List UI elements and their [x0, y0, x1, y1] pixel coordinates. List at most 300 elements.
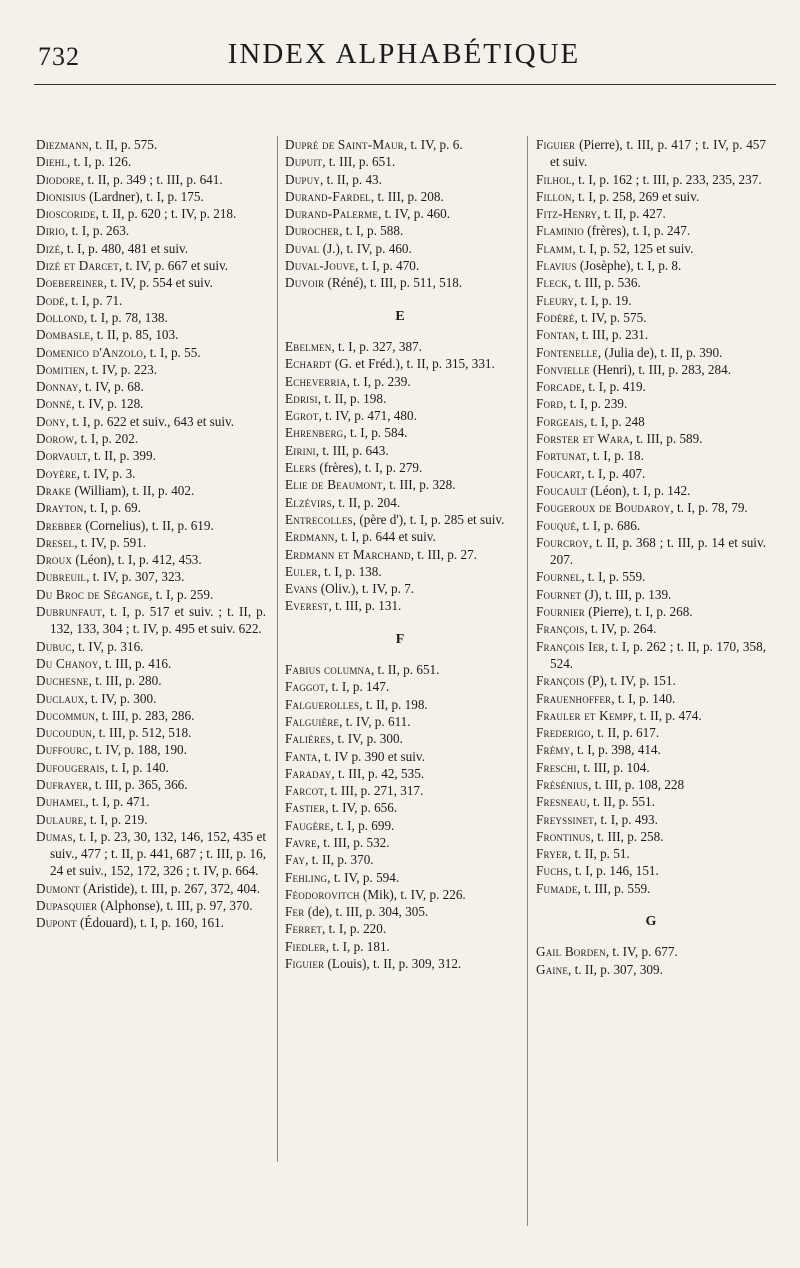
index-entry — [536, 413, 766, 430]
entry-ref: , t. III, p. 532. — [316, 834, 390, 850]
index-entry — [36, 447, 266, 464]
entry-name: Foucault — [536, 482, 588, 498]
entry-ref: , t. I, p. 480, 481 et suiv. — [60, 240, 189, 256]
entry-ref: , t. I, p. 146, 151. — [568, 863, 659, 879]
entry-ref: , t. I, p. 493. — [593, 811, 658, 827]
running-title: INDEX ALPHABÉTIQUE — [227, 38, 581, 70]
entry-name: Falguerolles — [285, 696, 360, 712]
index-entry — [36, 171, 266, 188]
index-entry — [536, 620, 766, 637]
entry-ref: , t. I, p. 517 et suiv. ; t. II, p. 132, 133, 304 ; t. IV, p. 495 et suiv. 622. — [50, 604, 266, 637]
entry-ref: , t. I, p. 71. — [64, 292, 123, 308]
entry-name: Frésénius — [536, 776, 589, 792]
entry-name: François — [536, 621, 585, 637]
index-entry — [285, 476, 515, 493]
entry-ref: , t. III, p. 42, 535. — [331, 765, 425, 781]
entry-name: Domenico d'Anzolo — [36, 344, 144, 360]
entry-ref: , t. I, p. 140. — [104, 759, 169, 775]
entry-name: Dufrayer — [36, 776, 89, 792]
entry-name: Du Broc de Ségange — [36, 586, 150, 602]
index-entry — [285, 171, 515, 188]
entry-name: Fer — [285, 904, 305, 920]
entry-name: Fonvielle — [536, 361, 590, 377]
entry-name: Forster et Wara — [536, 431, 630, 447]
entry-ref: , t. III, p. 280. — [88, 673, 162, 689]
index-entry — [285, 580, 515, 597]
index-entry — [536, 690, 766, 707]
entry-ref: , t. II, p. 368 ; t. III, p. 14 et suiv. 207. — [550, 534, 766, 568]
entry-name: Diodore — [36, 171, 81, 187]
entry-ref: , t. III, p. 208. — [370, 188, 444, 204]
entry-name: Durand-Fardel — [285, 188, 371, 204]
index-entry — [36, 222, 266, 239]
entry-name: Fodéré — [536, 309, 575, 325]
entry-ref: , t. II, p. 620 ; t. IV, p. 218. — [95, 206, 237, 222]
entry-name: Filhol — [536, 171, 572, 187]
index-entry — [285, 205, 515, 222]
entry-name: Fanta — [285, 748, 318, 764]
entry-ref: , t. I, p. 584. — [343, 425, 408, 441]
entry-ref: , t. I, p. 69. — [83, 500, 141, 516]
index-entry — [285, 713, 515, 730]
index-entry — [536, 257, 766, 274]
index-entry — [36, 776, 266, 793]
entry-name: Dresel — [36, 534, 75, 550]
index-entry — [285, 240, 515, 257]
entry-name: Drebber — [36, 517, 82, 533]
index-entry — [536, 326, 766, 343]
entry-ref: , t. III, p. 512, 518. — [92, 725, 192, 741]
entry-ref: , t. I, p. 258, 269 et suiv. — [571, 188, 700, 204]
entry-name: Fehling — [285, 869, 328, 885]
entry-ref: , t. I, p. 126. — [67, 154, 132, 170]
entry-ref: , t. IV, p. 6. — [403, 137, 463, 152]
entry-name: Drayton — [36, 500, 84, 516]
index-entry — [36, 274, 266, 291]
entry-ref: , t. I, p. 644 et suiv. — [334, 529, 436, 545]
index-entry — [36, 534, 266, 551]
entry-name: Doebereiner — [36, 275, 104, 291]
entry-name: Ducoudun — [36, 725, 93, 741]
entry-ref: , t. IV, p. 300. — [330, 731, 403, 747]
entry-name: Fougeroux de Boudaroy — [536, 500, 671, 516]
entry-name: Euler — [285, 563, 318, 579]
entry-name: Fontan — [536, 327, 576, 343]
index-entry — [36, 914, 266, 931]
entry-name: Fryer — [536, 846, 568, 862]
section-letter: G — [645, 914, 657, 930]
entry-ref: , t. II, p. 349 ; t. III, p. 641. — [80, 171, 223, 187]
header-rule — [34, 84, 776, 85]
entry-ref: , t. III, p. 651. — [322, 154, 396, 170]
entry-name: Duhamel — [36, 794, 86, 810]
index-entry — [536, 517, 766, 534]
index-entry — [285, 678, 515, 695]
index-entry — [36, 205, 266, 222]
index-entry — [36, 655, 266, 672]
entry-name: Dizé et Darcet — [36, 258, 119, 274]
entry-name: Diehl — [36, 154, 68, 170]
entry-name: Forcade — [536, 379, 582, 395]
entry-ref: , t. III, p. 536. — [567, 275, 641, 291]
index-entry — [36, 430, 266, 447]
entry-name: Dupuit — [285, 154, 323, 170]
entry-ref: , t. II, p. 651. — [370, 662, 440, 678]
entry-ref: , t. III, p. 283, 286. — [95, 707, 195, 723]
index-entry — [285, 955, 515, 972]
entry-name: Figuier — [536, 137, 576, 152]
entry-ref: , t. III, p. 108, 228 — [588, 776, 685, 792]
index-entry — [36, 568, 266, 585]
entry-ref: (G. et Fréd.), t. II, p. 315, 331. — [331, 356, 495, 372]
entry-name: Duval-Jouve — [285, 258, 356, 274]
index-entry — [36, 690, 266, 707]
entry-ref: , t. III, p. 258. — [590, 828, 664, 844]
entry-ref: , t. III, p. 104. — [576, 759, 650, 775]
index-entry — [36, 551, 266, 568]
index-entry — [285, 222, 515, 239]
index-entry — [536, 171, 766, 188]
index-entry — [285, 459, 515, 476]
entry-ref: , t. I, p. 407. — [581, 465, 646, 481]
entry-ref: , t. I, p. 239. — [346, 373, 411, 389]
entry-ref: , t. I, p. 263. — [65, 223, 130, 239]
entry-ref: , t. I, p. 699. — [330, 817, 395, 833]
entry-name: Falières — [285, 731, 331, 747]
entry-name: Dorow — [36, 431, 75, 447]
entry-ref: , t. III, p. 131. — [328, 598, 402, 614]
entry-ref: , t. II, p. 474. — [633, 707, 702, 723]
entry-name: Entrecolles — [285, 511, 353, 527]
entry-name: Dubuc — [36, 638, 72, 654]
entry-name: Fouqué — [536, 517, 577, 533]
entry-ref: , t. II, p. 575. — [88, 137, 158, 152]
index-entry — [36, 361, 266, 378]
entry-ref: (Cornelius), t. II, p. 619. — [81, 517, 214, 533]
entry-name: Dombasle — [36, 327, 91, 343]
entry-name: Ehrenberg — [285, 425, 344, 441]
entry-ref: , t. III, p. 643. — [315, 442, 389, 458]
entry-ref: (frères), t. I, p. 247. — [583, 223, 691, 239]
entry-ref: , t. IV, p. 575. — [574, 309, 647, 325]
index-entry — [285, 546, 515, 563]
index-entry — [36, 292, 266, 309]
index-entry — [36, 413, 266, 430]
index-entry — [285, 442, 515, 459]
entry-ref: , t. I, p. 559. — [581, 569, 646, 585]
entry-name: Dioscoride — [36, 206, 96, 222]
entry-name: Fontenelle — [536, 344, 598, 360]
index-entry — [285, 765, 515, 782]
entry-name: Féodorovitch — [285, 886, 360, 902]
index-column-1 — [36, 136, 266, 932]
entry-ref: , t. I, p. 138. — [317, 563, 382, 579]
index-entry — [536, 880, 766, 897]
entry-ref: (Henri), t. III, p. 283, 284. — [589, 361, 731, 377]
entry-name: Fastier — [285, 800, 326, 816]
column-divider — [527, 136, 528, 1226]
index-entry — [536, 205, 766, 222]
index-entry — [36, 309, 266, 326]
entry-name: Faugère — [285, 817, 331, 833]
index-entry — [536, 741, 766, 758]
entry-name: Dupont — [36, 915, 77, 931]
index-entry — [536, 274, 766, 291]
entry-ref: , t. I, p. 23, 30, 132, 146, 152, 435 et suiv., 477 ; t. II, p. 441, 687 ; t. III, p. 16, 24 et suiv., 152, 172, 326 ; t. IV, p. 664. — [50, 828, 266, 879]
entry-ref: , t. I, p. 686. — [576, 517, 641, 533]
index-entry — [536, 568, 766, 585]
index-entry — [285, 136, 515, 153]
entry-name: Domitien — [36, 361, 86, 377]
entry-ref: , t. II, p. 85, 103. — [90, 327, 179, 343]
entry-ref: , t. IV, p. 300. — [84, 690, 157, 706]
index-entry — [36, 153, 266, 170]
index-entry — [285, 563, 515, 580]
entry-name: Diezmann — [36, 137, 89, 152]
entry-name: Fortunat — [536, 448, 587, 464]
index-entry — [36, 378, 266, 395]
index-entry — [536, 793, 766, 810]
entry-ref: , t. III, p. 589. — [629, 431, 703, 447]
index-entry — [536, 430, 766, 447]
entry-name: Fournier — [536, 604, 585, 620]
entry-name: Elers — [285, 460, 317, 476]
entry-name: Fleury — [536, 292, 575, 308]
entry-ref: , t. I, p. 248 — [583, 413, 645, 429]
index-entry — [285, 834, 515, 851]
index-entry — [285, 494, 515, 511]
entry-ref: , t. I, p. 78, 79. — [670, 500, 748, 516]
entry-name: Duvoir — [285, 275, 325, 291]
entry-ref: (Pierre), t. III, p. 417 ; t. IV, p. 457 et suiv. — [550, 137, 766, 170]
entry-ref: , t. IV p. 390 et suiv. — [317, 748, 425, 764]
entry-ref: , t. II, p. 427. — [597, 206, 666, 222]
entry-ref: , t. IV, p. 667 et suiv. — [118, 258, 229, 274]
entry-name: Evans — [285, 581, 318, 597]
index-entry — [36, 586, 266, 603]
index-entry — [536, 240, 766, 257]
index-entry — [36, 793, 266, 810]
entry-ref: , t. II, p. 551. — [586, 794, 655, 810]
index-entry — [285, 851, 515, 868]
entry-ref: (de), t. III, p. 304, 305. — [304, 904, 429, 920]
index-entry — [36, 395, 266, 412]
entry-ref: , t. I, p. 219. — [83, 811, 148, 827]
entry-ref: , t. I, p. 259. — [149, 586, 214, 602]
entry-name: Dulaure — [36, 811, 84, 827]
entry-ref: , t. I, p. 202. — [74, 431, 139, 447]
index-entry — [536, 603, 766, 620]
entry-name: Egrot — [285, 408, 319, 424]
entry-name: Dollond — [36, 309, 84, 325]
entry-name: Fresneau — [536, 794, 587, 810]
entry-name: Frontinus — [536, 828, 591, 844]
entry-name: Edrisi — [285, 390, 318, 406]
entry-name: Fillon — [536, 188, 572, 204]
index-entry — [285, 407, 515, 424]
entry-ref: , t. I, p. 327, 387. — [331, 338, 422, 354]
entry-ref: , t. IV, p. 591. — [74, 534, 147, 550]
index-entry — [36, 465, 266, 482]
entry-ref: , t. II, p. 204. — [331, 494, 401, 510]
entry-name: Forgeais — [536, 413, 584, 429]
entry-name: Dufougerais — [36, 759, 105, 775]
index-entry — [36, 499, 266, 516]
entry-name: Duval — [285, 240, 320, 256]
section-letter: F — [395, 631, 405, 647]
index-entry — [36, 517, 266, 534]
entry-ref: , t. II, p. 43. — [320, 171, 382, 187]
index-columns — [36, 136, 776, 1236]
entry-ref: , t. III, p. 231. — [575, 327, 649, 343]
entry-ref: (Aristide), t. III, p. 267, 372, 404. — [79, 880, 260, 896]
entry-ref: (Léon), t. I, p. 142. — [587, 482, 691, 498]
entry-ref: , (père d'), t. I, p. 285 et suiv. — [352, 511, 505, 527]
entry-name: Durand-Palerme — [285, 206, 379, 222]
entry-ref: (Mik), t. IV, p. 226. — [359, 886, 466, 902]
entry-name: Fabius columna — [285, 662, 371, 678]
entry-name: Frauenhoffer — [536, 690, 612, 706]
entry-name: Gail Borden — [536, 944, 606, 960]
index-entry — [536, 292, 766, 309]
index-entry — [536, 724, 766, 741]
index-entry — [536, 447, 766, 464]
page-number: 732 — [38, 42, 80, 71]
index-entry — [285, 355, 515, 372]
entry-name: Donnay — [36, 379, 79, 395]
entry-ref: , t. III, p. 271, 317. — [324, 783, 424, 799]
entry-ref: (Édouard), t. I, p. 160, 161. — [76, 915, 224, 931]
entry-name: Duclaux — [36, 690, 85, 706]
entry-name: Fournel — [536, 569, 582, 585]
index-entry — [285, 817, 515, 834]
entry-name: Flamm — [536, 240, 573, 256]
entry-ref: , t. III, p. 559. — [577, 880, 651, 896]
index-entry — [536, 465, 766, 482]
entry-name: Figuier — [285, 956, 325, 972]
entry-name: Freschi — [536, 759, 577, 775]
entry-ref: , t. I, p. 18. — [586, 448, 644, 464]
index-entry — [36, 724, 266, 741]
index-entry — [536, 943, 766, 960]
index-entry — [285, 869, 515, 886]
entry-ref: , t. III, p. 27. — [410, 546, 477, 562]
index-entry — [36, 603, 266, 638]
entry-name: Ford — [536, 396, 564, 412]
index-entry — [36, 741, 266, 758]
entry-ref: , t. I, p. 471. — [85, 794, 150, 810]
index-entry — [285, 799, 515, 816]
entry-ref: , t. IV, p. 471, 480. — [318, 408, 417, 424]
index-entry — [285, 511, 515, 528]
entry-name: Drake — [36, 482, 72, 498]
entry-name: Farcot — [285, 783, 325, 799]
index-entry — [536, 586, 766, 603]
entry-name: Eirini — [285, 442, 316, 458]
index-entry — [36, 638, 266, 655]
entry-name: Duchesne — [36, 673, 89, 689]
index-entry — [285, 886, 515, 903]
entry-name: Dupuy — [285, 171, 321, 187]
index-entry — [285, 730, 515, 747]
entry-ref: , t. I, p. 55. — [143, 344, 201, 360]
entry-ref: (P), t. IV, p. 151. — [584, 673, 676, 689]
column-divider — [277, 136, 278, 1162]
index-entry — [36, 326, 266, 343]
index-entry — [285, 696, 515, 713]
entry-ref: , t. II, p. 307, 309. — [568, 961, 663, 977]
index-entry — [536, 344, 766, 361]
index-entry — [36, 811, 266, 828]
index-entry — [285, 188, 515, 205]
index-entry — [36, 672, 266, 689]
entry-ref: , t. I, p. 262 ; t. II, p. 170, 358, 524. — [550, 638, 766, 671]
entry-ref: , t. IV, p. 264. — [584, 621, 657, 637]
entry-ref: , t. IV, p. 223. — [85, 361, 158, 377]
entry-ref: , t. II, p. 198. — [359, 696, 428, 712]
entry-name: Flavius — [536, 258, 577, 274]
entry-name: Fay — [285, 852, 306, 868]
entry-name: Du Chanoy — [36, 655, 99, 671]
entry-ref: , t. III, p. 416. — [98, 655, 172, 671]
entry-name: Dorvault — [36, 448, 88, 464]
index-entry — [285, 424, 515, 441]
entry-ref: , t. I, p. 78, 138. — [83, 309, 168, 325]
entry-ref: , t. II, p. 198. — [317, 390, 387, 406]
entry-ref: , t. IV, p. 460. — [378, 206, 450, 222]
entry-ref: , t. I, p. 419. — [581, 379, 646, 395]
entry-name: Dirio — [36, 223, 66, 239]
entry-name: Dionisius — [36, 188, 86, 204]
entry-ref: , t. III, p. 328. — [382, 477, 456, 493]
index-entry — [536, 672, 766, 689]
page-header — [34, 30, 774, 76]
entry-ref: , t. IV, p. 316. — [71, 638, 144, 654]
entry-name: Faraday — [285, 765, 332, 781]
entry-name: Durocher — [285, 223, 340, 239]
entry-name: François — [536, 673, 585, 689]
entry-ref: , t. IV, p. 656. — [325, 800, 398, 816]
index-entry — [285, 782, 515, 799]
index-entry — [285, 938, 515, 955]
entry-name: Dodé — [36, 292, 65, 308]
entry-ref: , t. I, p. 220. — [322, 921, 387, 937]
entry-ref: (Alphonse), t. III, p. 97, 370. — [97, 898, 253, 914]
entry-name: Frémy — [536, 742, 571, 758]
entry-name: Frauler et Kempf — [536, 707, 634, 723]
entry-name: Dony — [36, 413, 66, 429]
entry-ref: , (Julia de), t. II, p. 390. — [597, 344, 723, 360]
entry-ref: , t. I, p. 622 et suiv., 643 et suiv. — [65, 413, 235, 429]
entry-name: Dupasquier — [36, 898, 98, 914]
entry-ref: , t. IV, p. 128. — [71, 396, 144, 412]
entry-name: Favre — [285, 834, 317, 850]
entry-name: Faggot — [285, 679, 326, 695]
index-entry — [536, 638, 766, 673]
entry-name: Ducommun — [36, 707, 96, 723]
entry-ref: (Réné), t. III, p. 511, 518. — [324, 275, 463, 291]
index-entry — [285, 920, 515, 937]
index-entry — [536, 828, 766, 845]
entry-name: Fuchs — [536, 863, 569, 879]
index-entry — [536, 845, 766, 862]
entry-name: Dumas — [36, 828, 73, 844]
entry-name: Dumont — [36, 880, 80, 896]
entry-ref: , t. I, p. 52, 125 et suiv. — [572, 240, 694, 256]
index-entry — [536, 776, 766, 793]
index-entry — [285, 903, 515, 920]
entry-name: Dupré de Saint-Maur — [285, 137, 404, 152]
